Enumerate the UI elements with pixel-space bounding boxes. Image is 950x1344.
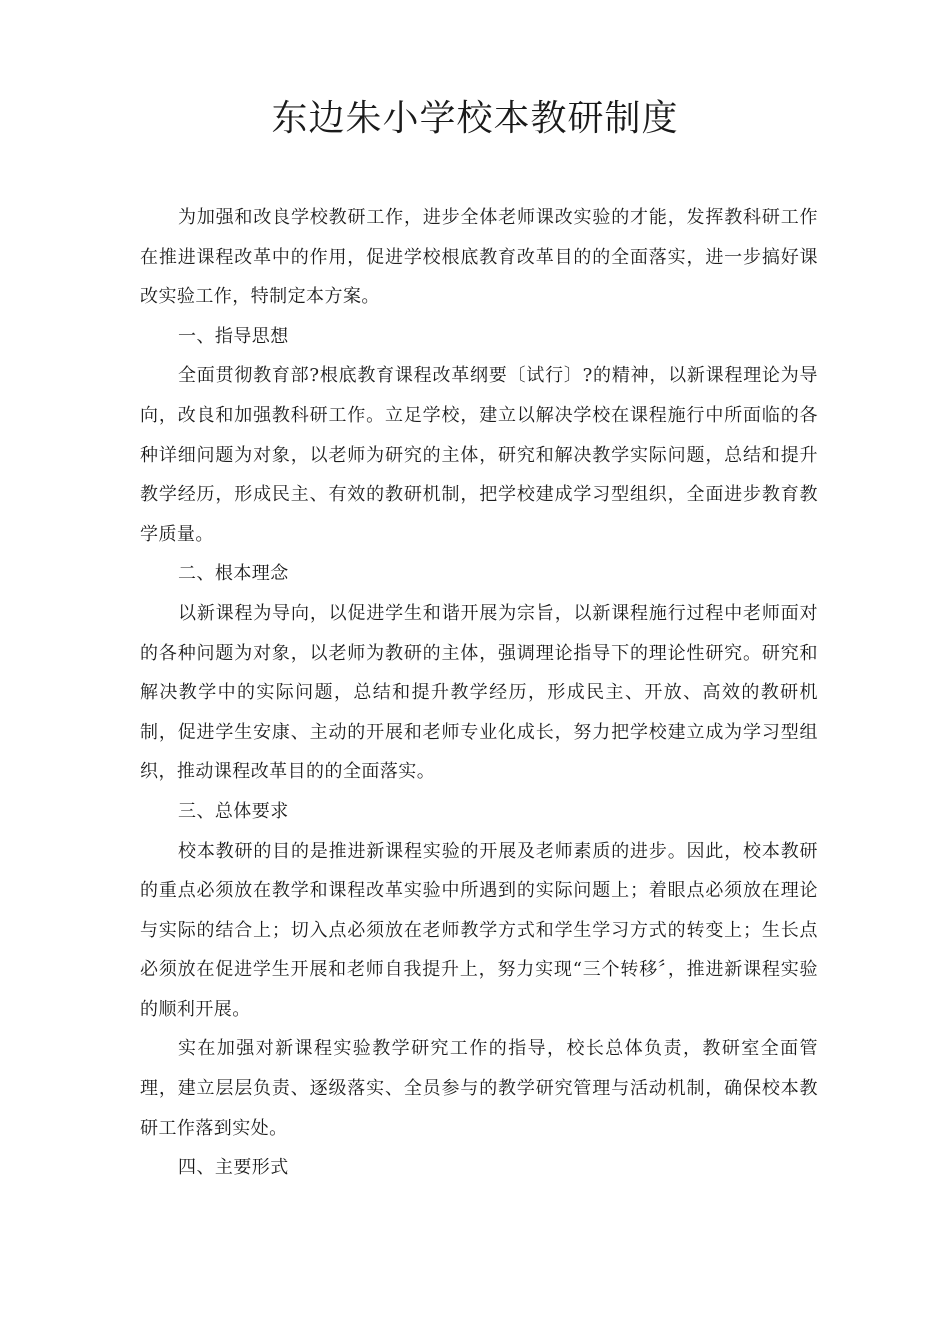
section-heading-basic-concept: 二、根本理念 [178,563,289,585]
section-heading-main-forms: 四、主要形式 [178,1157,289,1179]
guiding-thought-paragraph: 全面贯彻教育部?根底教育课程改革纲要〔试行〕?的精神，以新课程理论为导向，改良和加强教科研工作。立足学校，建立以解决学校在课程施行中所面临的各种详细问题为对象，以老师为研究的主体，研究和解决教学实际问题，总结和提升教学经历，形成民主、有效的教研机制，把学校建成学习型组织，全面进步教育教学质量。 [140,365,818,545]
document-body [140,198,818,1188]
management-paragraph: 实在加强对新课程实验教学研究工作的指导，校长总体负责，教研室全面管理，建立层层负责、逐级落实、全员参与的教学研究管理与活动机制，确保校本教研工作落到实处。 [140,1038,818,1139]
section-heading-guiding-thought: 一、指导思想 [178,325,289,347]
section-heading-overall-requirements: 三、总体要求 [178,800,289,822]
document-title: 东边朱小学校本教研制度 [271,98,679,139]
overall-requirements-paragraph: 校本教研的目的是推进新课程实验的开展及老师素质的进步。因此，校本教研的重点必须放在教学和课程改革实验中所遇到的实际问题上；着眼点必须放在理论与实际的结合上；切入点必须放在老师教学方式和学生学习方式的转变上；生长点必须放在促进学生开展和老师自我提升上，努力实现“三个转移〞，推进新课程实验的顺利开展。 [140,840,818,1020]
intro-paragraph: 为加强和改良学校教研工作，进步全体老师课改实验的才能，发挥教科研工作在推进课程改革中的作用，促进学校根底教育改革目的的全面落实，进一步搞好课改实验工作，特制定本方案。 [140,207,818,308]
basic-concept-paragraph: 以新课程为导向，以促进学生和谐开展为宗旨，以新课程施行过程中老师面对的各种问题为对象，以老师为教研的主体，强调理论指导下的理论性研究。研究和解决教学中的实际问题，总结和提升教学经历，形成民主、开放、高效的教研机制，促进学生安康、主动的开展和老师专业化成长，努力把学校建立成为学习型组织，推动课程改革目的的全面落实。 [140,602,818,783]
